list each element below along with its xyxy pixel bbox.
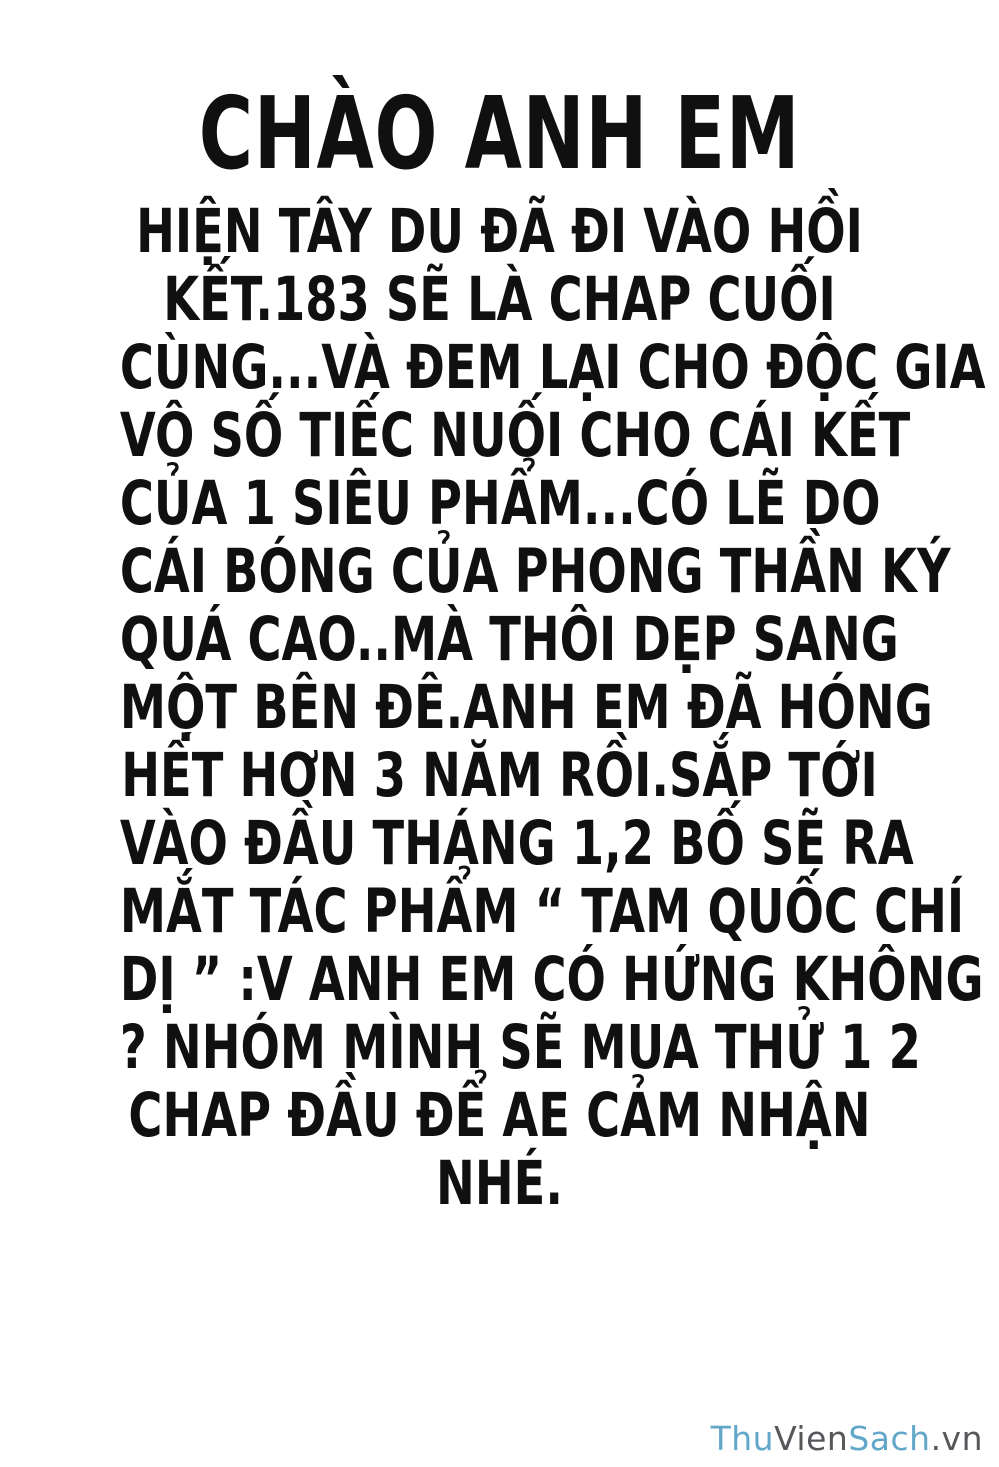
notice-line: VÔ SỐ TIẾC NUỐI CHO CÁI KẾT bbox=[119, 400, 911, 471]
notice-line: MỘT BÊN ĐÊ.ANH EM ĐÃ HÓNG bbox=[119, 672, 933, 743]
notice-line: CÁI BÓNG CỦA PHONG THẦN KÝ bbox=[119, 536, 951, 607]
notice-line: HẾT HƠN 3 NĂM RỒI.SẮP TỚI bbox=[121, 740, 878, 811]
notice-line: CỦA 1 SIÊU PHẨM...CÓ LẼ DO bbox=[119, 468, 881, 539]
notice-body bbox=[0, 198, 999, 1218]
notice-line: NHÉ. bbox=[436, 1148, 563, 1219]
site-watermark bbox=[710, 1419, 983, 1458]
watermark-segment-thu: Thu bbox=[710, 1419, 775, 1458]
notice-line: QUÁ CAO..MÀ THÔI DẸP SANG bbox=[119, 604, 899, 675]
notice-line: VÀO ĐẦU THÁNG 1,2 BỐ SẼ RA bbox=[119, 808, 914, 879]
notice-line: HIỆN TÂY DU ĐÃ ĐI VÀO HỒI bbox=[136, 196, 863, 267]
watermark-segment-vien: Vien bbox=[774, 1419, 849, 1458]
notice-line: CHAP ĐẦU ĐỂ AE CẢM NHẬN bbox=[128, 1080, 871, 1151]
watermark-segment-sach: Sach bbox=[848, 1419, 931, 1458]
notice-line: MẮT TÁC PHẨM “ TAM QUỐC CHÍ bbox=[119, 876, 965, 947]
notice-line: KẾT.183 SẼ LÀ CHAP CUỐI bbox=[163, 264, 836, 335]
notice-title: CHÀO ANH EM bbox=[198, 75, 801, 192]
notice-line: ? NHÓM MÌNH SẼ MUA THỬ 1 2 bbox=[119, 1012, 921, 1083]
watermark-segment-vn: .vn bbox=[930, 1419, 983, 1458]
notice-line: CÙNG...VÀ ĐEM LẠI CHO ĐỘC GIA bbox=[119, 332, 986, 403]
notice-line: DỊ ” :V ANH EM CÓ HỨNG KHÔNG bbox=[119, 944, 984, 1015]
